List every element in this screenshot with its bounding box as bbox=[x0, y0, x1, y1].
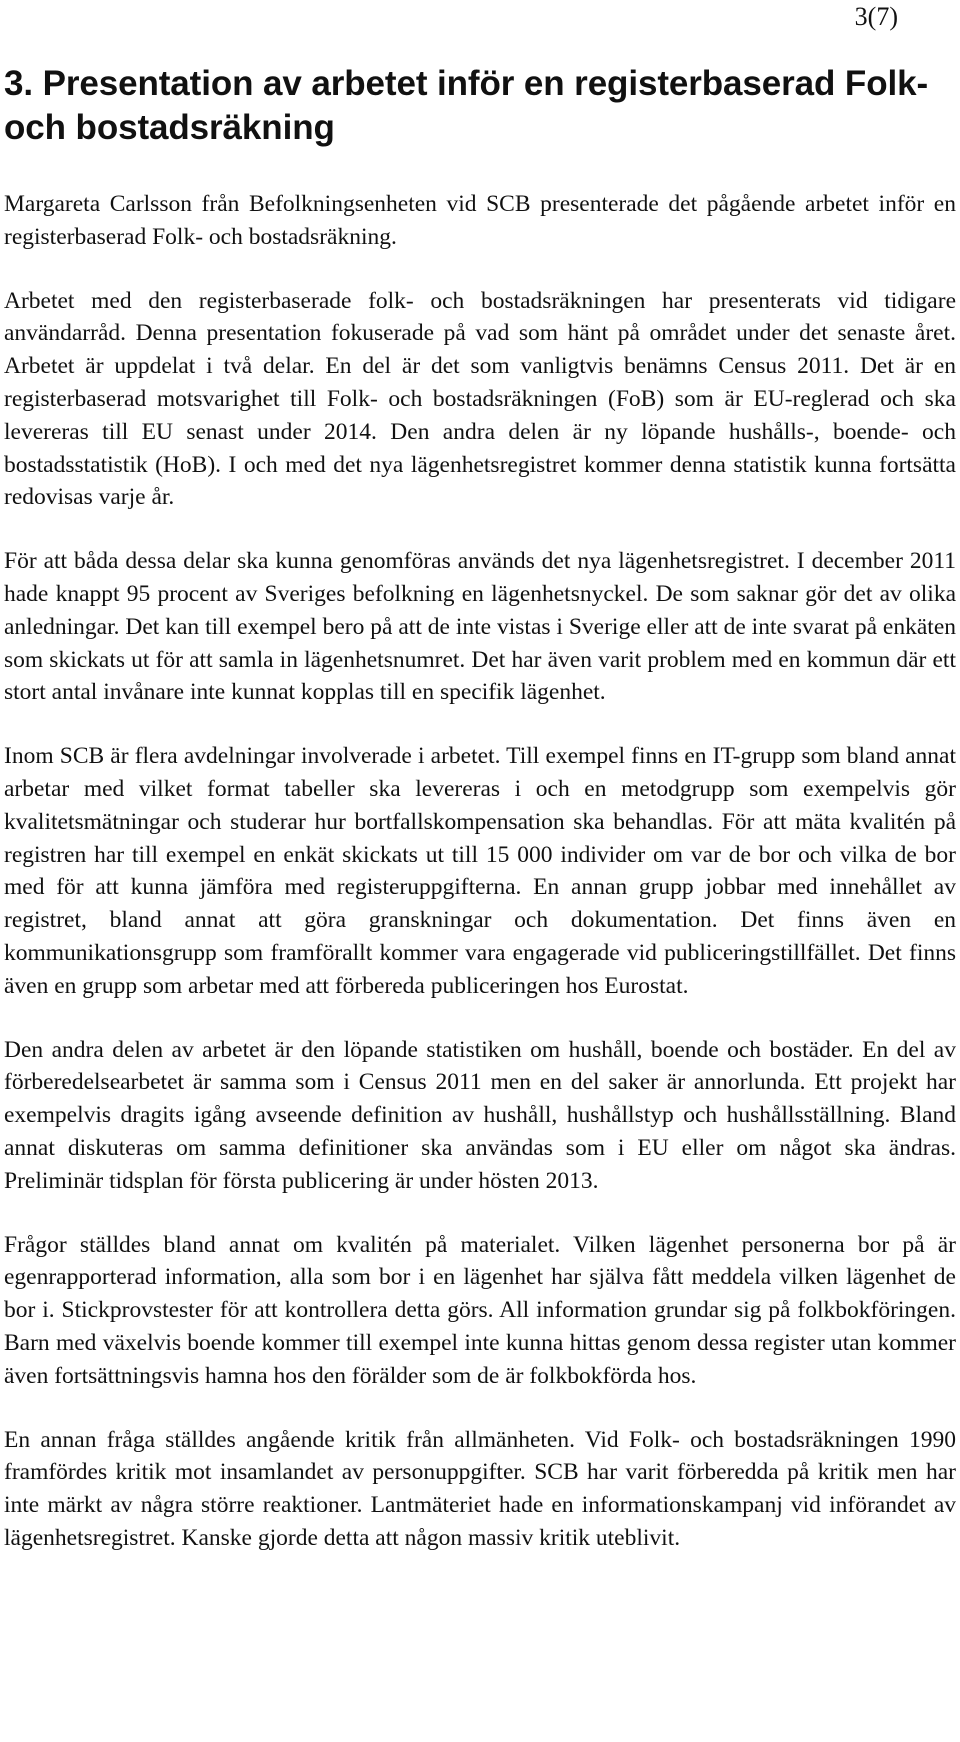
paragraph-quality-questions: Frågor ställdes bland annat om kvalitén på materialet. Vilken lägenhet personerna bor på är egenrapporterad information, alla som bor i en lägenhet har själva fått meddela vilken lägenhet de bor i. Stickprovstester för att kontrollera detta görs. All information grundar sig på folkbokföringen. Barn med växelvis boende kommer till exempel inte kunna hittas genom dessa register utan kommer även fortsättningsvis hamna hos den förälder som de är folkbokförda hos. bbox=[4, 1231, 956, 1389]
page-number: 3(7) bbox=[854, 2, 898, 31]
paragraph-public-criticism: En annan fråga ställdes angående kritik från allmänheten. Vid Folk- och bostadsräkningen 1990 framfördes kritik mot insamlandet av personuppgifter. SCB har varit förberedda på kritik men har inte märkt av några större reaktioner. Lantmäteriet hade en informationskampanj vid införandet av lägenhetsregistret. Kanske gjorde detta att någon massiv kritik uteblivit. bbox=[4, 1426, 956, 1551]
section-heading: 3. Presentation av arbetet inför en registerbaserad Folk- och bostadsräkning bbox=[4, 64, 929, 147]
paragraph-apartment-register: För att båda dessa delar ska kunna genomföras används det nya lägenhetsregistret. I december 2011 hade knappt 95 procent av Sveriges befolkning en lägenhetsnyckel. De som saknar gör det av olika anledningar. Det kan till exempel bero på att de inte vistas i Sverige eller att de inte svarat på enkäten som skickats ut för att samla in lägenhetsnumret. Det har även varit problem med en kommun där ett stort antal invånare inte kunnat kopplas till en specifik lägenhet. bbox=[4, 548, 956, 706]
paragraph-departments: Inom SCB är flera avdelningar involverade i arbetet. Till exempel finns en IT-grupp som bland annat arbetar med vilket format tabeller ska levereras i och en metodgrupp som exempelvis gör kvalitetsmätningar och studerar hur bortfallskompensation ska behandlas. För att mäta kvalitén på registren har till exempel en enkät skickats ut till 15 000 individer om var de bor och vilka de bor med för att kunna jämföra med registeruppgifterna. En annan grupp jobbar med innehållet av registret, bland annat att göra granskningar och dokumentation. Det finns även en kommunikationsgrupp som framförallt kommer vara engagerade vid publiceringstillfället. Det finns även en grupp som arbetar med att förbereda publiceringen hos Eurostat. bbox=[4, 743, 956, 999]
paragraph-intro: Margareta Carlsson från Befolkningsenheten vid SCB presenterade det pågående arbetet inför en registerbaserad Folk- och bostadsräkning. bbox=[4, 191, 956, 250]
document-body bbox=[4, 62, 956, 1586]
paragraph-household-statistics: Den andra delen av arbetet är den löpande statistiken om hushåll, boende och bostäder. En del av förberedelsearbetet är samma som i Census 2011 men en del saker är annorlunda. Ett projekt har exempelvis dragits igång avseende definition av hushåll, hushållstyp och hushållsställning. Bland annat diskuteras om samma definitioner ska användas som i EU eller om något ska ändras. Preliminär tidsplan för första publicering är under hösten 2013. bbox=[4, 1036, 956, 1194]
paragraph-background: Arbetet med den registerbaserade folk- och bostadsräkningen har presenterats vid tidigare användarråd. Denna presentation fokuserade på vad som hänt på området under det senaste året. Arbetet är uppdelat i två delar. En del är det som vanligtvis benämns Census 2011. Det är en registerbaserad motsvarighet till Folk- och bostadsräkningen (FoB) som är EU-reglerad och ska levereras till EU senast under 2014. Den andra delen är ny löpande hushålls-, boende- och bostadsstatistik (HoB). I och med det nya lägenhetsregistret kommer denna statistik kunna fortsätta redovisas varje år. bbox=[4, 287, 956, 511]
